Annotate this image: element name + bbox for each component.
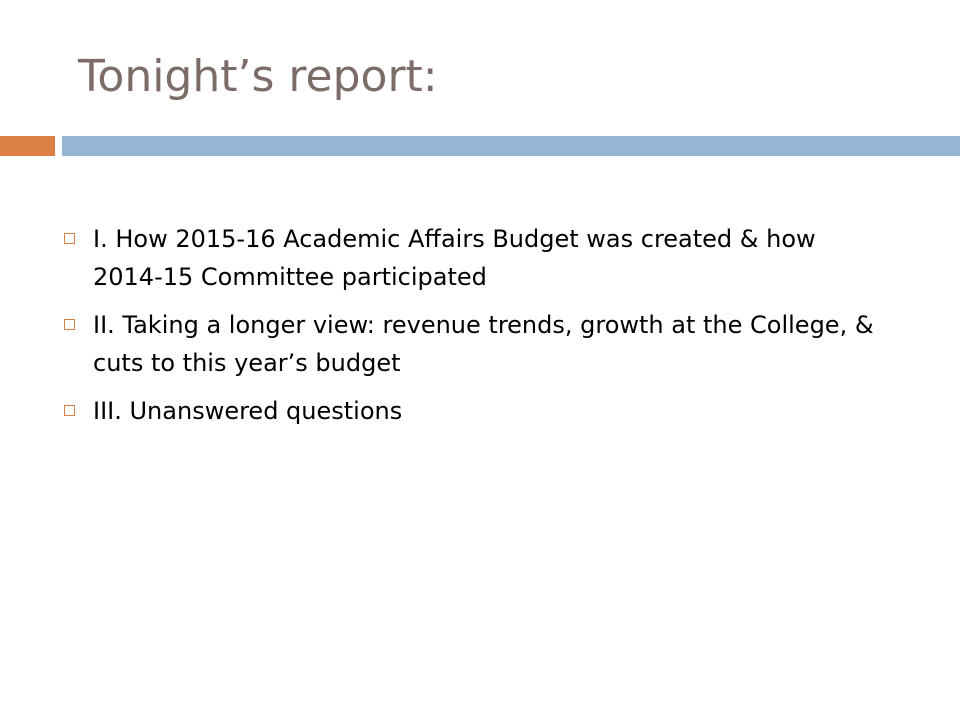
- hollow-square-bullet-icon: [64, 405, 75, 416]
- hollow-square-bullet-icon: [64, 233, 75, 244]
- slide-title: Tonight’s report:: [78, 51, 438, 102]
- bullet-item: [64, 220, 884, 296]
- bullet-text: III. Unanswered questions: [93, 397, 403, 425]
- accent-bar-orange: [0, 136, 55, 156]
- bullet-text: I. How 2015-16 Academic Affairs Budget was created & how 2014-15 Committee participated: [93, 225, 816, 291]
- accent-bar-blue: [62, 136, 960, 156]
- hollow-square-bullet-icon: [64, 319, 75, 330]
- bullet-text: II. Taking a longer view: revenue trends, growth at the College, & cuts to this year’s budget: [93, 311, 874, 377]
- bullet-item: [64, 392, 884, 430]
- bullet-item: [64, 306, 884, 382]
- bullet-list: [64, 220, 884, 430]
